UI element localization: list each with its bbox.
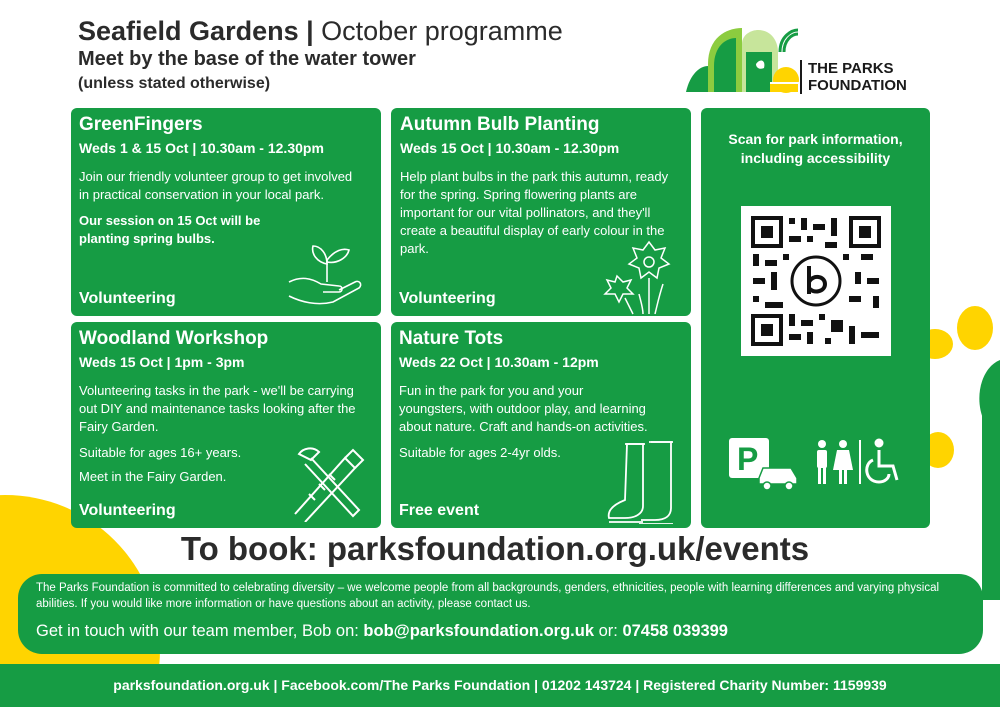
facilities-icon	[729, 434, 909, 490]
booking-link[interactable]: To book: parksfoundation.org.uk/events	[180, 530, 810, 567]
daffodil-icon	[603, 232, 677, 316]
qr-code[interactable]	[741, 206, 891, 356]
title-programme: October programme	[313, 16, 563, 46]
event-time: Weds 15 Oct | 10.30am - 12.30pm	[400, 140, 620, 156]
event-card-autumn-bulb-planting	[391, 108, 691, 316]
wellington-boots-icon	[605, 438, 679, 524]
event-title: Autumn Bulb Planting	[400, 114, 600, 135]
contact-email[interactable]: bob@parksfoundation.org.uk	[363, 622, 595, 640]
qr-caption: Scan for park information, including accessibility	[728, 131, 903, 166]
seedling-hand-icon	[287, 236, 367, 308]
toilets-icon	[817, 440, 853, 484]
event-time: Weds 22 Oct | 10.30am - 12pm	[399, 354, 599, 370]
event-time: Weds 1 & 15 Oct | 10.30am - 12.30pm	[79, 140, 324, 156]
event-age-note: Suitable for ages 16+ years.	[79, 445, 242, 460]
event-description: Fun in the park for you and your youngsters, with outdoor play, and learning about nature. Craft and hands-on activities.	[399, 383, 648, 434]
logo-line-2: FOUNDATION	[808, 77, 907, 94]
qr-code-icon	[741, 206, 891, 356]
event-description: Help plant bulbs in the park this autumn, ready for the spring. Spring flowering plants are important for our vital pollinators, and they'll create a beautiful display of early colour in the park.	[400, 169, 669, 256]
contact-line	[36, 622, 965, 641]
event-description: Join our friendly volunteer group to get involved in practical conservation in your local park.	[79, 169, 353, 202]
event-description: Volunteering tasks in the park - we'll be carrying out DIY and maintenance tasks looking after the Fairy Garden.	[79, 383, 356, 434]
event-card-nature-tots	[391, 322, 691, 528]
event-card-woodland-workshop	[71, 322, 381, 528]
contact-or: or:	[594, 622, 623, 640]
contact-panel	[18, 574, 983, 654]
event-location-note: Meet in the Fairy Garden.	[79, 469, 227, 484]
title-location: Seafield Gardens |	[78, 16, 314, 46]
diversity-statement: The Parks Foundation is committed to celebrating diversity – we welcome people from all backgrounds, genders, ethnicities, people with learning differences and varying physical abilities. If you would like more information or have questions about an activity, please contact us.	[36, 582, 940, 610]
event-tag: Volunteering	[79, 502, 176, 519]
event-age-note: Suitable for ages 2-4yr olds.	[399, 445, 561, 460]
qr-info-panel	[701, 108, 930, 528]
event-note: Our session on 15 Oct will be planting spring bulbs.	[79, 213, 261, 246]
event-time: Weds 15 Oct | 1pm - 3pm	[79, 354, 245, 370]
hammer-saw-icon	[289, 444, 369, 522]
event-tag: Free event	[399, 502, 480, 519]
event-tag: Volunteering	[399, 290, 496, 307]
logo-line-1: THE PARKS	[808, 60, 894, 77]
meeting-note: (unless stated otherwise)	[78, 75, 271, 92]
contact-phone[interactable]: 07458 039399	[622, 622, 728, 640]
event-card-greenfingers	[71, 108, 381, 316]
logo-divider	[800, 60, 802, 94]
logo-wordmark	[808, 60, 907, 94]
footer-bar: parksfoundation.org.uk | Facebook.com/The Parks Foundation | 01202 143724 | Registered Charity Number: 1159939	[0, 664, 1000, 707]
event-tag: Volunteering	[79, 290, 176, 307]
event-title: Woodland Workshop	[79, 328, 269, 349]
event-title: GreenFingers	[79, 114, 203, 135]
page-title	[78, 16, 563, 47]
event-title: Nature Tots	[399, 328, 504, 349]
contact-prefix: Get in touch with our team member, Bob on:	[36, 622, 364, 640]
meeting-point: Meet by the base of the water tower	[78, 48, 416, 70]
facility-icons	[729, 434, 909, 490]
accessible-icon	[867, 440, 897, 482]
svg-text:P: P	[737, 441, 759, 477]
